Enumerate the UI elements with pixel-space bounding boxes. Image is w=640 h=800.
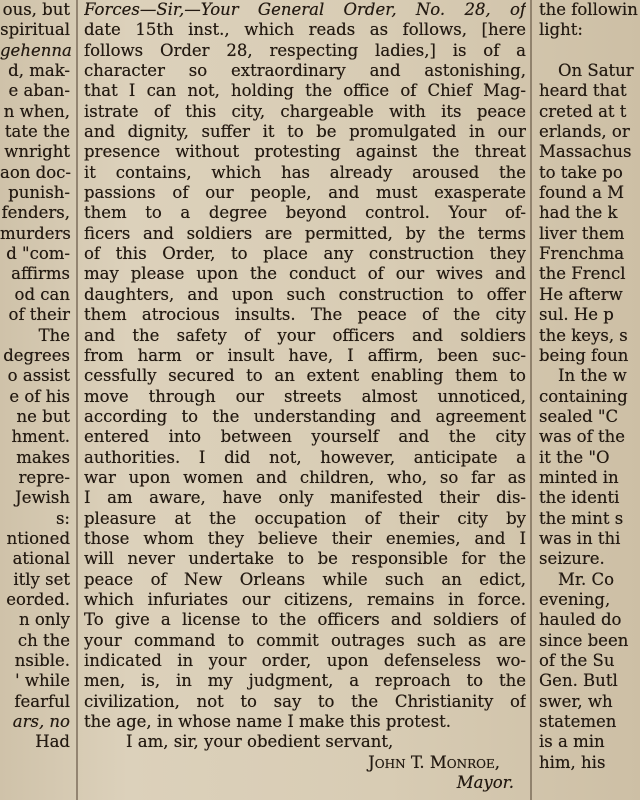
body-line: of this Order, to place any construction they xyxy=(84,244,526,264)
right-line: In the w xyxy=(558,366,627,386)
right-line: liver them xyxy=(539,223,625,243)
left-line: ' while xyxy=(15,671,70,691)
right-line: light: xyxy=(539,20,583,40)
left-line: fearful xyxy=(14,691,70,711)
right-line: it the "O xyxy=(539,447,610,467)
left-column xyxy=(0,0,72,800)
left-line: fenders, xyxy=(1,203,70,223)
body-line: move through our streets almost unnoticed, xyxy=(84,386,526,406)
body-line: peace of New Orleans while such an edict, xyxy=(84,569,526,589)
body-line: pleasure at the occupation of their city by xyxy=(84,508,526,528)
body-line: from harm or insult have, I affirm, been suc- xyxy=(84,345,526,365)
right-line: Frenchma xyxy=(539,244,625,264)
body-line: the age, in whose name I make this protest. xyxy=(84,712,451,732)
body-line: them to a degree beyond control. Your of- xyxy=(84,203,526,223)
body-line: entered into between yourself and the city xyxy=(84,427,526,447)
right-line: heard that xyxy=(539,81,627,101)
left-line: n only xyxy=(18,610,70,630)
right-line: to take po xyxy=(539,162,623,182)
body-line: your command to commit outrages such as are xyxy=(84,630,526,650)
right-line: sul. He p xyxy=(539,305,614,325)
body-line: it contains, which has already aroused the xyxy=(84,162,526,182)
right-line: the mint s xyxy=(539,508,624,528)
left-line: ars, no xyxy=(12,712,70,732)
right-line: erlands, or xyxy=(539,122,630,142)
left-line: n when, xyxy=(3,101,70,121)
right-line: minted in xyxy=(539,467,619,487)
right-line: creted at t xyxy=(539,101,627,121)
body-line: follows Order 28, respecting ladies,] is of a xyxy=(84,40,526,60)
body-line: and the safety of your officers and soldiers xyxy=(84,325,526,345)
right-line: of the Su xyxy=(539,651,615,670)
left-line: o assist xyxy=(7,366,70,386)
right-line: the keys, s xyxy=(539,325,628,345)
body-line: men, is, in my judgment, a reproach to the xyxy=(84,671,526,691)
left-line: ous, but xyxy=(2,0,70,19)
right-line: On Satur xyxy=(558,61,634,81)
right-line: being foun xyxy=(539,345,629,365)
left-line: Had xyxy=(35,732,70,752)
left-line: punish- xyxy=(8,183,70,203)
left-line: repre- xyxy=(18,467,70,487)
right-line: was in thi xyxy=(539,528,621,548)
right-line: sealed "C xyxy=(539,406,619,426)
right-line: is a min xyxy=(539,732,605,752)
right-line xyxy=(536,41,640,61)
left-line: degrees xyxy=(3,345,70,365)
body-line: war upon women and children, who, so far as xyxy=(84,467,526,487)
left-line: spiritual xyxy=(0,20,70,40)
left-line: e aban- xyxy=(8,81,70,101)
left-line: tate the xyxy=(4,122,70,142)
left-line: e of his xyxy=(9,386,70,406)
right-line: was of the xyxy=(539,427,625,447)
body-line: indicated in your order, upon defenseless wo- xyxy=(84,651,526,670)
left-line: ch the xyxy=(17,630,70,650)
body-line: Forces—Sir,—Your General Order, No. 28, of xyxy=(84,0,526,19)
body-line: istrate of this city, chargeable with its peace xyxy=(84,101,526,121)
left-line: nsible. xyxy=(14,651,70,670)
right-line: He afterw xyxy=(539,284,623,304)
right-line: Mr. Co xyxy=(558,569,615,589)
left-line: eorded. xyxy=(6,589,70,609)
body-line: those whom they believe their enemies, and I xyxy=(84,528,526,548)
body-line: may please upon the conduct of our wives and xyxy=(84,264,526,284)
column-rule-right xyxy=(530,0,532,800)
main-column xyxy=(84,0,526,800)
left-line: of their xyxy=(8,305,70,325)
body-line: will never undertake to be responsible for the xyxy=(84,549,526,569)
body-line: and dignity, suffer it to be promulgated in our xyxy=(84,122,526,142)
body-line: civilization, not to say to the Christianity of xyxy=(84,691,526,711)
body-line: cessfully secured to an extent enabling them to xyxy=(84,366,526,386)
body-line: daughters, and upon such construction to offer xyxy=(84,284,526,304)
body-line: date 15th inst., which reads as follows, [here xyxy=(84,20,526,40)
body-line: passions of our people, and must exasperate xyxy=(84,183,526,203)
right-line: the Frencl xyxy=(539,264,626,284)
left-line: affirms xyxy=(11,264,70,284)
signature: John T. Monroe, xyxy=(368,752,500,772)
left-line: ational xyxy=(12,549,70,569)
left-line: aon doc- xyxy=(0,162,71,182)
left-line: ntioned xyxy=(6,528,70,548)
right-column xyxy=(536,0,640,800)
right-line: evening, xyxy=(539,589,611,609)
left-line: The xyxy=(38,325,70,345)
left-line: makes xyxy=(16,447,70,467)
right-line: since been xyxy=(539,630,629,650)
left-line: ne but xyxy=(16,406,70,426)
right-line: containing xyxy=(539,386,628,406)
signature-title: Mayor. xyxy=(456,773,514,793)
right-line: the followin xyxy=(539,0,638,19)
right-line: hauled do xyxy=(539,610,622,630)
closing-line: I am, sir, your obedient servant, xyxy=(126,732,394,752)
left-line: d, mak- xyxy=(8,61,70,81)
body-line: authorities. I did not, however, anticipate a xyxy=(84,447,526,467)
body-line: I am aware, have only manifested their dis- xyxy=(84,488,526,508)
right-line: had the k xyxy=(539,203,618,223)
right-line: him, his xyxy=(539,752,606,772)
right-line: Massachus xyxy=(539,142,632,162)
right-line: the identi xyxy=(539,488,620,508)
left-line: murders xyxy=(0,223,71,243)
left-line: gehenna xyxy=(0,40,72,60)
left-line: od can xyxy=(14,284,70,304)
body-line: that I can not, holding the office of Chief Mag- xyxy=(84,81,526,101)
body-line: according to the understanding and agreement xyxy=(84,406,526,426)
body-line: presence without protesting against the threat xyxy=(84,142,526,162)
body-line: them atrocious insults. The peace of the city xyxy=(84,305,526,325)
body-line: ficers and soldiers are permitted, by the terms xyxy=(84,223,526,243)
left-line: d "com- xyxy=(6,244,70,264)
left-line: itly set xyxy=(13,569,70,589)
right-line: found a M xyxy=(539,183,625,203)
left-line: wnright xyxy=(4,142,70,162)
right-line: statemen xyxy=(539,712,617,732)
column-rule-left xyxy=(76,0,78,800)
body-line: which infuriates our citizens, remains in force. xyxy=(84,589,526,609)
left-line: Jewish xyxy=(15,488,70,508)
right-line: swer, wh xyxy=(539,691,613,711)
body-line: character so extraordinary and astonishing, xyxy=(84,61,526,81)
body-line: To give a license to the officers and soldiers of xyxy=(84,610,526,630)
right-line: Gen. Butl xyxy=(539,671,618,691)
left-line: s: xyxy=(55,508,70,528)
right-line: seizure. xyxy=(539,549,605,569)
left-line: hment. xyxy=(11,427,70,447)
